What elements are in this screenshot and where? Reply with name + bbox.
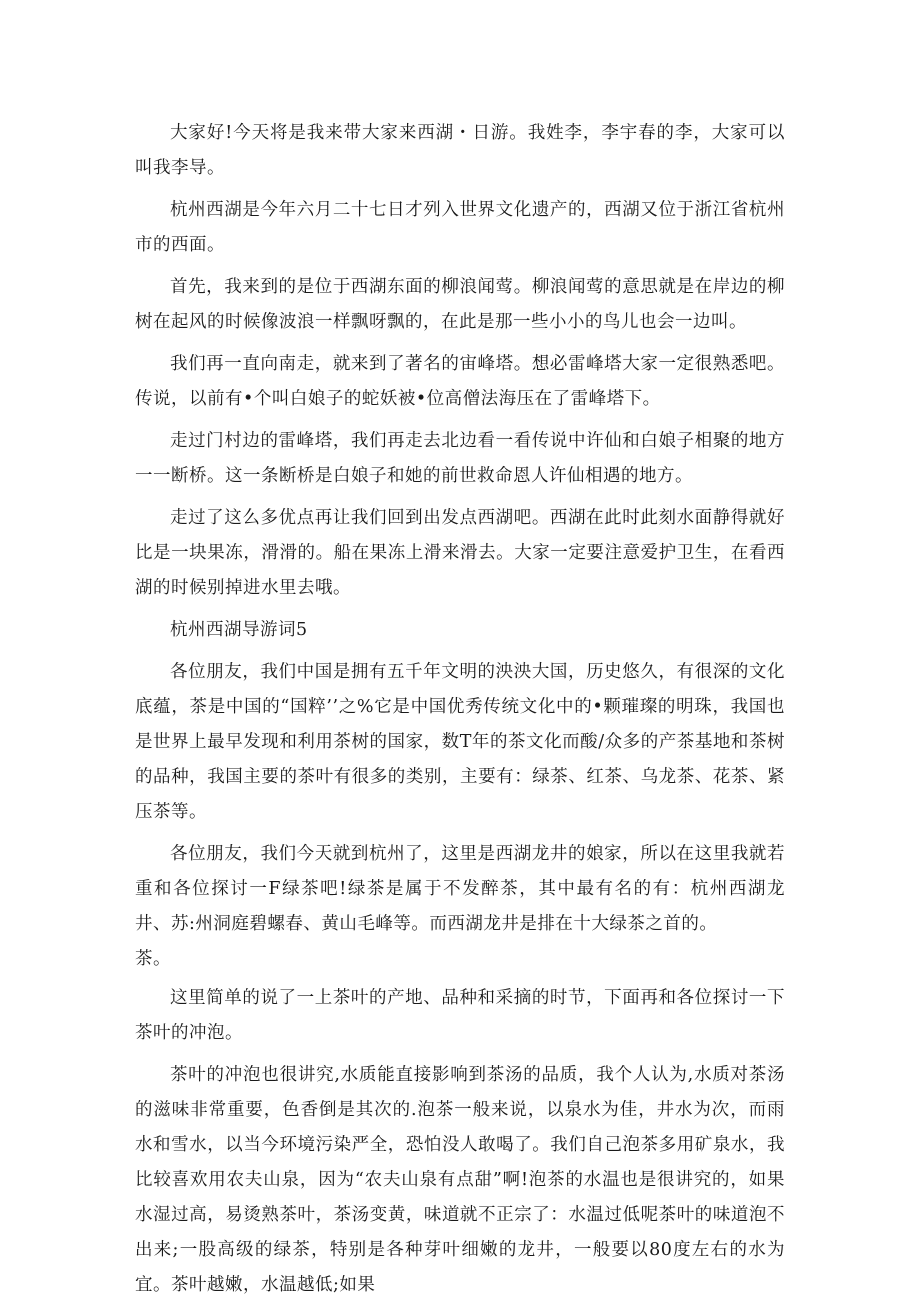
- section-heading: 杭州西湖导游词5: [170, 620, 308, 640]
- paragraph-green-tea: 各位朋友，我们今天就到杭州了，这里是西湖龙井的娘家，所以在这里我就若重和各位探讨一F绿茶吧!绿茶是属于不发醉茶，其中最有名的有：杭州西湖龙井、苏:州洞庭碧螺春、黄山毛峰等。而西湖龙井是排在十大绿茶之首的。: [135, 844, 785, 934]
- paragraph-leifeng: 我们再一直向南走，就来到了著名的宙峰塔。想必雷峰塔大家一定很熟悉吧。传说，以前有•个叫白娘子的蛇妖被•位高僧法海压在了雷峰塔下。: [135, 354, 785, 409]
- paragraph-duanqiao: 走过门村边的雷峰塔，我们再走去北边看一看传说中许仙和白娘子相聚的地方一一断桥。这一条断桥是白娘子和她的前世救命恩人许仙相遇的地方。: [135, 431, 785, 486]
- paragraph-tea-culture: 各位朋友，我们中国是拥有五千年文明的泱泱大国，历史悠久，有很深的文化底蕴，茶是中国的“国粹’’之%它是中国优秀传统文化中的•颗璀璨的明珠，我国也是世界上最早发现和利用茶树的国家，数T年的茶文化而酸/众多的产茶基地和茶树的品种，我国主要的茶叶有很多的类别，主要有：绿茶、红茶、乌龙茶、花茶、紧压茶等。: [135, 662, 785, 822]
- paragraph-brewing-intro: 这里简单的说了一上茶叶的产地、品种和采摘的时节，下面再和各位探讨一下茶叶的冲泡。: [135, 988, 785, 1043]
- paragraph-return: 走过了这么多优点再让我们回到出发点西湖吧。西湖在此时此刻水面静得就好比是一块果冻，滑滑的。船在果冻上滑来滑去。大家一定要注意爱护卫生，在看西湖的时候别掉进水里去哦。: [135, 508, 785, 598]
- document-page: [135, 116, 785, 1310]
- paragraph-liulang: 首先，我来到的是位于西湖东面的柳浪闻莺。柳浪闻莺的意思就是在岸边的柳树在起风的时候像波浪一样飘呀飘的，在此是那一些小小的鸟儿也会一边叫。: [135, 277, 785, 332]
- paragraph-tea-fragment: 茶。: [135, 949, 171, 969]
- paragraph-heritage: 杭州西湖是今年六月二十七日才列入世界文化遗产的，西湖又位于浙江省杭州市的西面。: [135, 200, 785, 255]
- paragraph-water-quality: 茶叶的冲泡也很讲究,水质能直接影响到茶汤的品质，我个人认为,水质对茶汤的滋味非常重要，色香倒是其次的.泡茶一般来说，以泉水为佳，井水为次，而雨水和雪水，以当今环境污染严全，恐怕没人敢喝了。我们自己泡茶多用矿泉水，我比较喜欢用农夫山泉，因为“农夫山泉有点甜”啊!泡茶的水温也是很讲究的，如果水湿过高，易烫熟茶叶，茶汤变黄，味道就不正宗了：水温过低呢茶叶的味道泡不出来;一股高级的绿茶，特别是各种芽叶细嫩的龙井，一般要以80度左右的水为宜。茶叶越嫩，水温越低;如果: [135, 1065, 785, 1295]
- paragraph-greeting: 大家好!今天将是我来带大家来西湖・日游。我姓李，李宇春的李，大家可以叫我李导。: [135, 123, 785, 178]
